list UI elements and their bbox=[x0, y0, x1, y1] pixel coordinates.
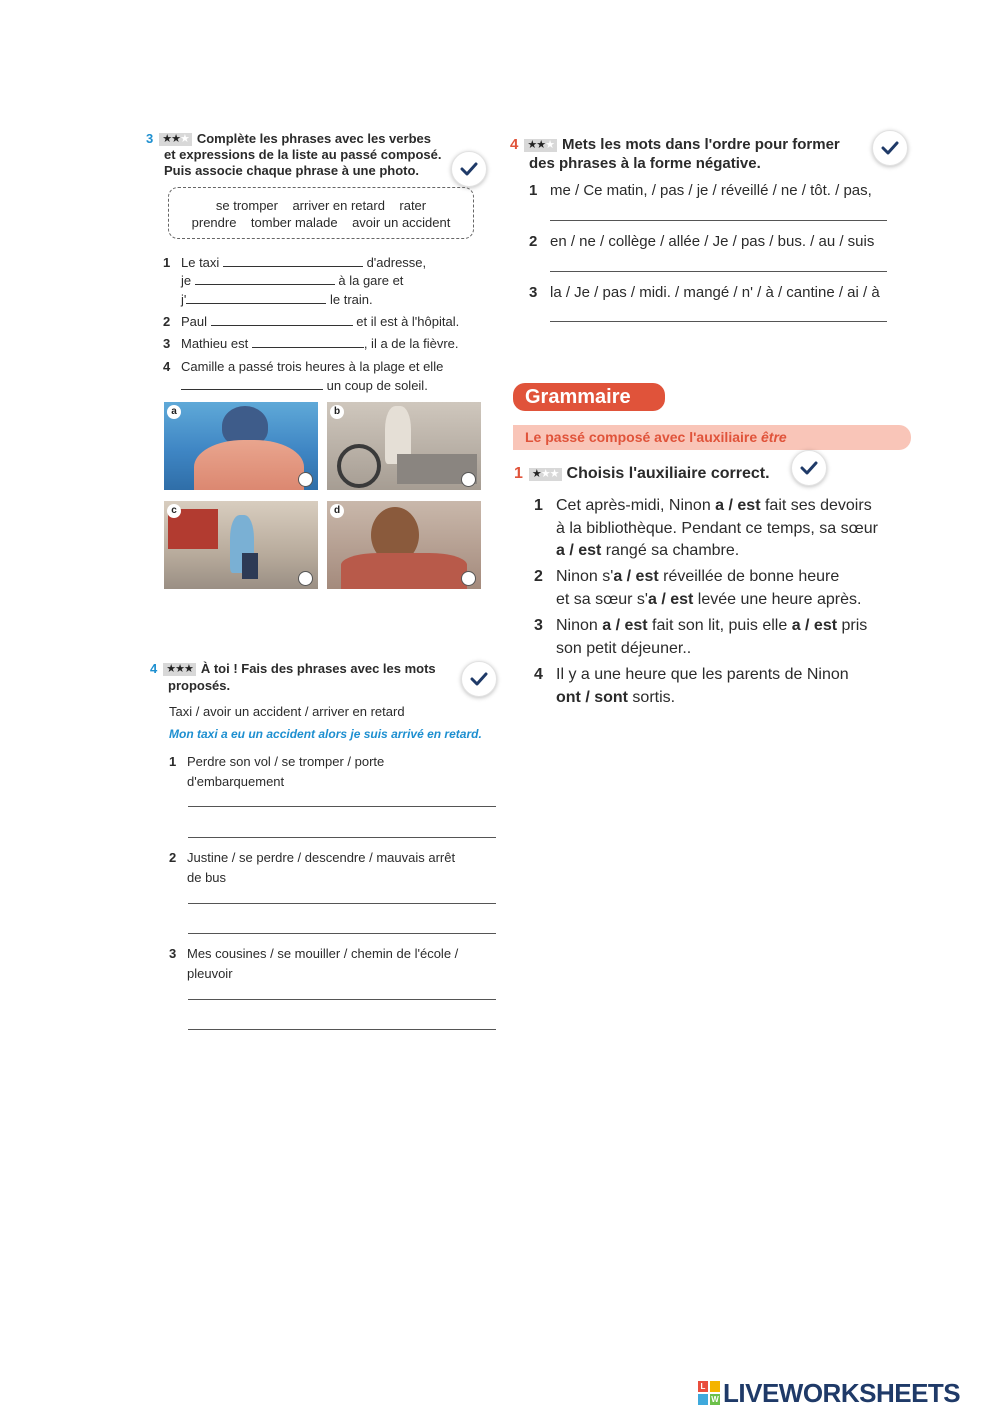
check-button-ex4b[interactable] bbox=[872, 130, 908, 166]
worksheet-logo-icon: L W bbox=[698, 1381, 720, 1405]
choice-option[interactable]: ont / sont bbox=[556, 688, 628, 706]
grammar-subtitle: Le passé composé avec l'auxiliaire être bbox=[525, 429, 787, 445]
answer-blank[interactable] bbox=[252, 335, 364, 348]
grammar-item-2: 2 Ninon s'a / est réveillée de bonne heure et sa sœur s'a / est levée une heure après. bbox=[534, 568, 862, 608]
answer-line[interactable] bbox=[188, 1029, 496, 1030]
star-icon: ★★★ bbox=[529, 468, 562, 481]
photo-b-wheelchair bbox=[337, 444, 381, 488]
ex3-item-4-line-2: un coup de soleil. bbox=[181, 376, 428, 395]
answer-line[interactable] bbox=[550, 321, 887, 322]
ex4a-item-3: 3 Mes cousines / se mouiller / chemin de l'école / pleuvoir bbox=[169, 946, 459, 981]
ex4b-instruction-l1: Mets les mots dans l'ordre pour former bbox=[561, 136, 840, 153]
ex3-item-3: 3 Mathieu est , il a de la fièvre. bbox=[163, 336, 459, 351]
grammar-item-3: 3 Ninon a / est fait son lit, puis elle a / est pris son petit déjeuner.. bbox=[534, 617, 868, 657]
answer-line[interactable] bbox=[188, 806, 496, 807]
ex4b-item-1: 1 me / Ce matin, / pas / je / réveillé / ne / tôt. / pas, bbox=[529, 182, 872, 199]
photo-label: c bbox=[167, 504, 181, 518]
photo-label: d bbox=[330, 504, 344, 518]
answer-line[interactable] bbox=[188, 837, 496, 838]
ex3-number: 3 bbox=[146, 131, 154, 146]
check-icon bbox=[881, 140, 899, 156]
ex4a-item-2: 2 Justine / se perdre / descendre / mauvais arrêt de bus bbox=[169, 850, 456, 885]
answer-line[interactable] bbox=[550, 271, 887, 272]
ex4a-instruction-l1: À toi ! Fais des phrases avec les mots bbox=[200, 661, 436, 676]
ex4a-header bbox=[150, 660, 470, 694]
answer-blank[interactable] bbox=[181, 377, 323, 390]
ex3-word-box bbox=[168, 187, 474, 239]
star-icon: ★★★ bbox=[163, 663, 196, 676]
answer-line[interactable] bbox=[188, 903, 496, 904]
check-icon bbox=[460, 161, 478, 177]
grammar-title-badge bbox=[513, 383, 665, 411]
choice-option[interactable]: a / est bbox=[647, 590, 694, 608]
check-button-ex3[interactable] bbox=[451, 151, 487, 187]
ex4a-example-answer: Mon taxi a eu un accident alors je suis arrivé en retard. bbox=[169, 727, 482, 741]
grammar-ex1-header bbox=[514, 464, 770, 483]
photo-label: b bbox=[330, 405, 344, 419]
choice-option[interactable]: a / est bbox=[556, 542, 602, 559]
grammar-ex1-number: 1 bbox=[514, 465, 523, 482]
star-icon: ★★★ bbox=[159, 133, 192, 146]
radio-circle[interactable] bbox=[298, 472, 313, 487]
answer-blank[interactable] bbox=[223, 254, 363, 267]
ex3-instruction-l2: et expressions de la liste au passé composé. bbox=[164, 147, 442, 162]
check-button-grammar[interactable] bbox=[791, 450, 827, 486]
grammar-item-4: 4 Il y a une heure que les parents de Ninon ont / sont sortis. bbox=[534, 666, 849, 706]
word-chip: arriver en retard bbox=[292, 198, 385, 213]
ex3-item-1-line-3: j' le train. bbox=[181, 292, 373, 307]
logo-text: LIVEWORKSHEETS bbox=[723, 1378, 961, 1408]
ex4b-item-3: 3 la / Je / pas / midi. / mangé / n' / à / cantine / ai / à bbox=[529, 284, 880, 301]
ex3-item-2: 2 Paul et il est à l'hôpital. bbox=[163, 314, 460, 329]
grammar-subtitle-bar bbox=[513, 425, 911, 450]
word-chip: rater bbox=[399, 198, 427, 213]
choice-option[interactable]: a / est bbox=[715, 497, 761, 514]
word-chip: prendre bbox=[191, 215, 237, 230]
ex4a-item-1: 1 Perdre son vol / se tromper / porte d'embarquement bbox=[169, 754, 385, 789]
ex4a-instruction-l2: proposés. bbox=[168, 678, 231, 693]
ex4b-header bbox=[510, 135, 870, 173]
ex3-header bbox=[146, 131, 466, 179]
photo-d-sick-boy bbox=[327, 501, 481, 589]
radio-circle[interactable] bbox=[298, 571, 313, 586]
word-chip: se tromper bbox=[215, 198, 278, 213]
word-box-line-2 bbox=[169, 214, 473, 231]
grammar-item-1: 1 Cet après-midi, Ninon a / est fait ses devoirs à la bibliothèque. Pendant ce temps, sa sœur a / est rangé sa chambre. bbox=[534, 497, 878, 559]
ex3-item-4: 4 Camille a passé trois heures à la plage et elle bbox=[163, 359, 444, 374]
photo-b-hospital bbox=[327, 402, 481, 490]
word-box-line-1 bbox=[169, 197, 473, 214]
answer-blank[interactable] bbox=[186, 291, 326, 304]
ex4b-item-2: 2 en / ne / collège / allée / Je / pas / bus. / au / suis bbox=[529, 233, 875, 250]
answer-blank[interactable] bbox=[211, 313, 353, 326]
answer-blank[interactable] bbox=[195, 272, 335, 285]
ex3-item-1: 1 Le taxi d'adresse, bbox=[163, 255, 427, 270]
choice-option[interactable]: a / est bbox=[613, 568, 659, 585]
choice-option[interactable]: a / est bbox=[602, 617, 648, 634]
word-chip: tomber malade bbox=[250, 215, 338, 230]
check-icon bbox=[470, 671, 488, 687]
photo-label: a bbox=[167, 405, 181, 419]
photo-c-train-station bbox=[164, 501, 318, 589]
photo-d-blanket bbox=[341, 553, 467, 589]
answer-line[interactable] bbox=[188, 999, 496, 1000]
grammar-ex1-instruction: Choisis l'auxiliaire correct. bbox=[566, 465, 770, 482]
ex4b-instruction-l2: des phrases à la forme négative. bbox=[529, 155, 761, 172]
ex4a-example: Taxi / avoir un accident / arriver en retard bbox=[169, 704, 405, 719]
word-chip: avoir un accident bbox=[352, 215, 451, 230]
star-icon: ★★★ bbox=[524, 139, 557, 152]
radio-circle[interactable] bbox=[461, 571, 476, 586]
choice-option[interactable]: a / est bbox=[791, 617, 838, 634]
check-button-ex4a[interactable] bbox=[461, 661, 497, 697]
ex4b-number: 4 bbox=[510, 136, 519, 153]
answer-line[interactable] bbox=[550, 220, 887, 221]
check-icon bbox=[800, 460, 818, 476]
ex3-item-1-line-2: je à la gare et bbox=[181, 273, 404, 288]
photo-a-back bbox=[194, 440, 304, 490]
radio-circle[interactable] bbox=[461, 472, 476, 487]
answer-line[interactable] bbox=[188, 933, 496, 934]
ex3-instruction-l3: Puis associe chaque phrase à une photo. bbox=[164, 163, 420, 178]
ex3-instruction-l1: Complète les phrases avec les verbes bbox=[196, 131, 431, 146]
photo-a-sunburn bbox=[164, 402, 318, 490]
ex4a-number: 4 bbox=[150, 661, 158, 676]
grammar-title: Grammaire bbox=[525, 386, 631, 408]
photo-c-suitcase bbox=[242, 553, 258, 579]
